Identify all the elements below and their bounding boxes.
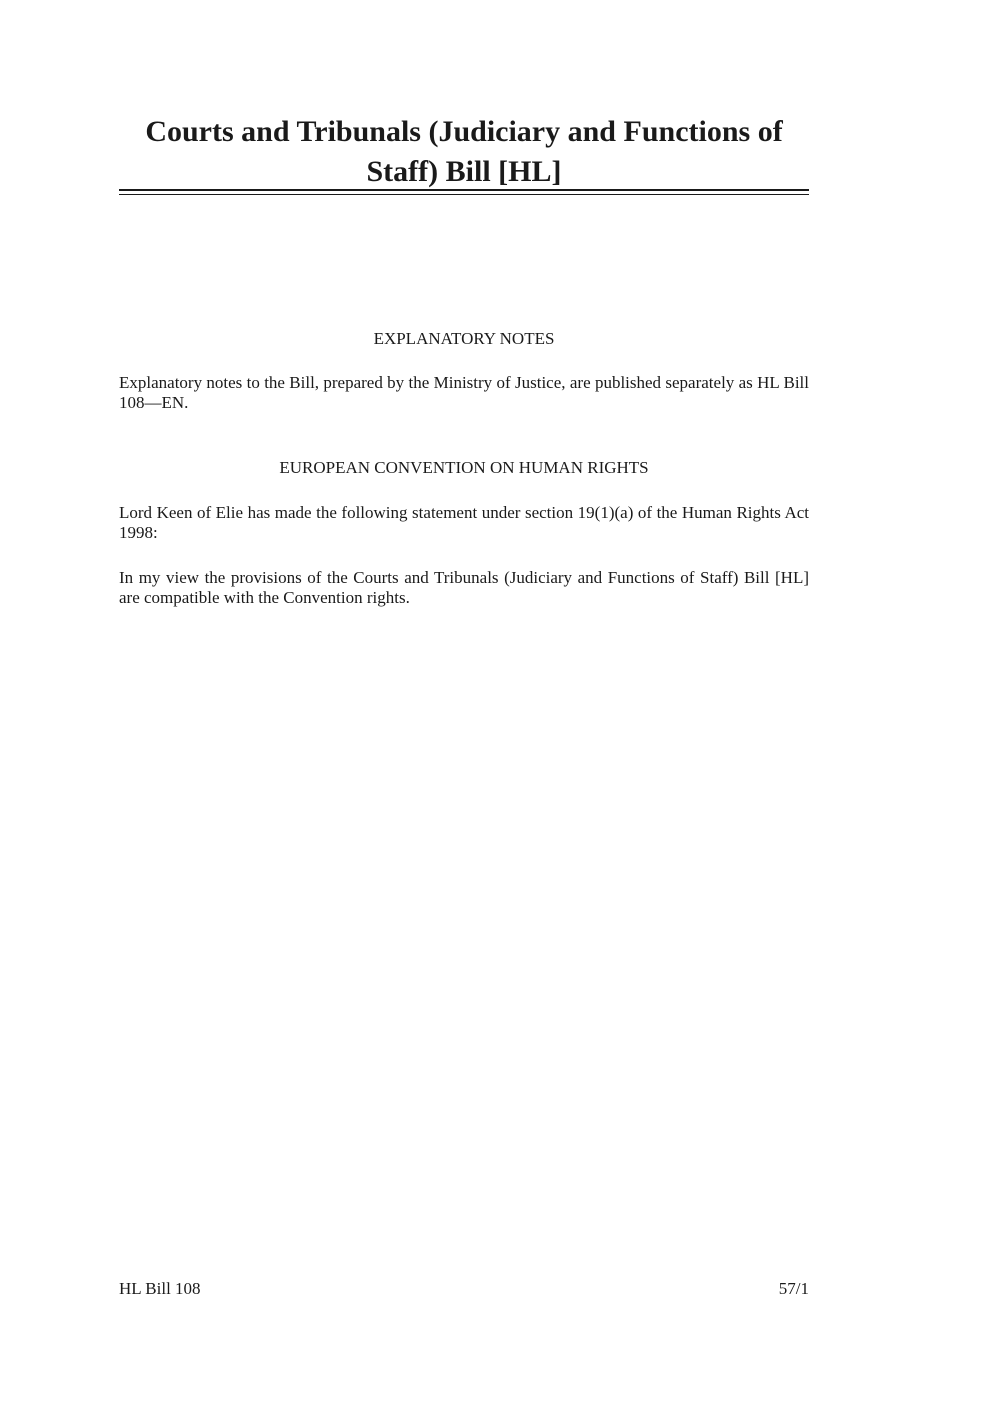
explanatory-notes-heading: EXPLANATORY NOTES [373, 329, 555, 348]
title-rule-thick [119, 189, 809, 191]
document-title: Courts and Tribunals (Judiciary and Functions of Staff) Bill [HL] [145, 115, 783, 188]
footer-print-reference: 57/1 [778, 1279, 809, 1298]
echr-heading: EUROPEAN CONVENTION ON HUMAN RIGHTS [279, 458, 649, 477]
footer-bill-number: HL Bill 108 [119, 1279, 201, 1298]
echr-compatibility-paragraph: In my view the provisions of the Courts and Tribunals (Judiciary and Functions of Staff) Bill [HL] are compatible with the Convention rights. [119, 568, 809, 607]
explanatory-notes-paragraph: Explanatory notes to the Bill, prepared by the Ministry of Justice, are published separately as HL Bill 108—EN. [119, 373, 809, 412]
title-rule-thin [119, 194, 809, 195]
echr-statement-paragraph: Lord Keen of Elie has made the following statement under section 19(1)(a) of the Human Rights Act 1998: [119, 503, 809, 542]
